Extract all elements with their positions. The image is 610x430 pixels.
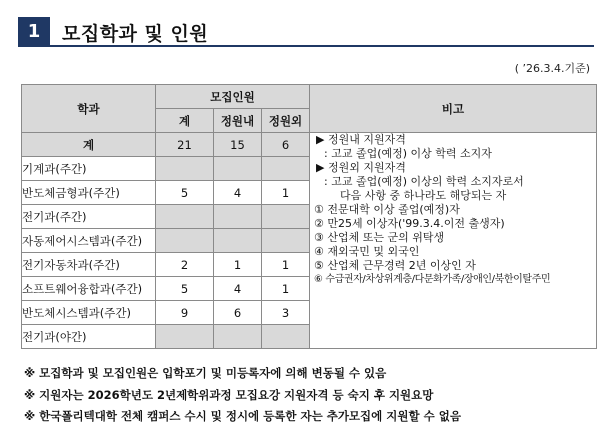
total-label: 계 xyxy=(22,133,156,157)
dept-name: 전기과(주간) xyxy=(22,205,156,229)
quota-in xyxy=(214,325,262,349)
quota-out: 1 xyxy=(262,277,310,301)
quota-out xyxy=(262,229,310,253)
dept-name: 기계과(주간) xyxy=(22,157,156,181)
quota-out xyxy=(262,325,310,349)
total-sum: 21 xyxy=(156,133,214,157)
footnotes xyxy=(24,363,461,428)
total-out-quota: 6 xyxy=(262,133,310,157)
title-underline xyxy=(18,45,594,47)
note-line: ▶ 정원내 지원자격 xyxy=(316,133,406,146)
quota-in xyxy=(214,229,262,253)
quota-in: 1 xyxy=(214,253,262,277)
quota-total: 5 xyxy=(156,277,214,301)
note-line: : 고교 졸업(예정) 이상 학력 소지자 xyxy=(324,147,492,160)
quota-out xyxy=(262,205,310,229)
section-title: 모집학과 및 인원 xyxy=(62,23,209,45)
dept-name: 반도체금형과(주간) xyxy=(22,181,156,205)
dept-name: 전기과(야간) xyxy=(22,325,156,349)
col-header-out-quota: 정원외 xyxy=(262,109,310,133)
quota-out: 1 xyxy=(262,181,310,205)
note-line: ④ 재외국민 및 외국인 xyxy=(314,245,420,258)
dept-name: 소프트웨어융합과(주간) xyxy=(22,277,156,301)
quota-in: 4 xyxy=(214,181,262,205)
note-line: ▶ 정원외 지원자격 xyxy=(316,161,406,174)
quota-total: 9 xyxy=(156,301,214,325)
note-line: ⑤ 산업체 근무경력 2년 이상인 자 xyxy=(314,259,476,272)
col-header-in-quota: 정원내 xyxy=(214,109,262,133)
col-header-dept: 학과 xyxy=(22,85,156,133)
section-header xyxy=(18,17,594,45)
footnote: ※ 모집학과 및 모집인원은 입학포기 및 미등록자에 의해 변동될 수 있음 xyxy=(24,366,387,380)
note-line: 다음 사항 중 하나라도 해당되는 자 xyxy=(340,189,507,202)
quota-total xyxy=(156,229,214,253)
col-header-total: 계 xyxy=(156,109,214,133)
note-line: ③ 산업체 또는 군의 위탁생 xyxy=(314,231,445,244)
quota-out: 3 xyxy=(262,301,310,325)
quota-in: 4 xyxy=(214,277,262,301)
total-in-quota: 15 xyxy=(214,133,262,157)
notes-cell xyxy=(310,133,597,349)
quota-in xyxy=(214,157,262,181)
quota-out xyxy=(262,157,310,181)
dept-name: 자동제어시스템과(주간) xyxy=(22,229,156,253)
note-line: ② 만25세 이상자('99.3.4.이전 출생자) xyxy=(314,217,505,230)
quota-total xyxy=(156,157,214,181)
col-header-note: 비고 xyxy=(310,85,597,133)
quota-in: 6 xyxy=(214,301,262,325)
note-line: ① 전문대학 이상 졸업(예정)자 xyxy=(314,203,460,216)
header-row-1 xyxy=(22,85,597,109)
quota-out: 1 xyxy=(262,253,310,277)
col-header-quota-group: 모집인원 xyxy=(156,85,310,109)
quota-total: 5 xyxy=(156,181,214,205)
section-number: 1 xyxy=(18,17,50,45)
total-row xyxy=(22,133,597,157)
basis-date: ( ’26.3.4.기준) xyxy=(514,62,590,75)
footnote: ※ 한국폴리텍대학 전체 캠퍼스 수시 및 정시에 등록한 자는 추가모집에 지원할 수 없음 xyxy=(24,409,461,423)
note-line: : 고교 졸업(예정) 이상의 학력 소지자로서 xyxy=(324,175,524,188)
quota-total: 2 xyxy=(156,253,214,277)
dept-name: 전기자동차과(주간) xyxy=(22,253,156,277)
quota-in xyxy=(214,205,262,229)
quota-total xyxy=(156,325,214,349)
dept-name: 반도체시스템과(주간) xyxy=(22,301,156,325)
quota-total xyxy=(156,205,214,229)
footnote: ※ 지원자는 2026학년도 2년제학위과정 모집요강 지원자격 등 숙지 후 지원요망 xyxy=(24,387,434,402)
note-line: ⑥ 수급권자/차상위계층/다문화가족/장애인/북한이탈주민 xyxy=(314,274,551,285)
admission-table xyxy=(21,84,597,349)
